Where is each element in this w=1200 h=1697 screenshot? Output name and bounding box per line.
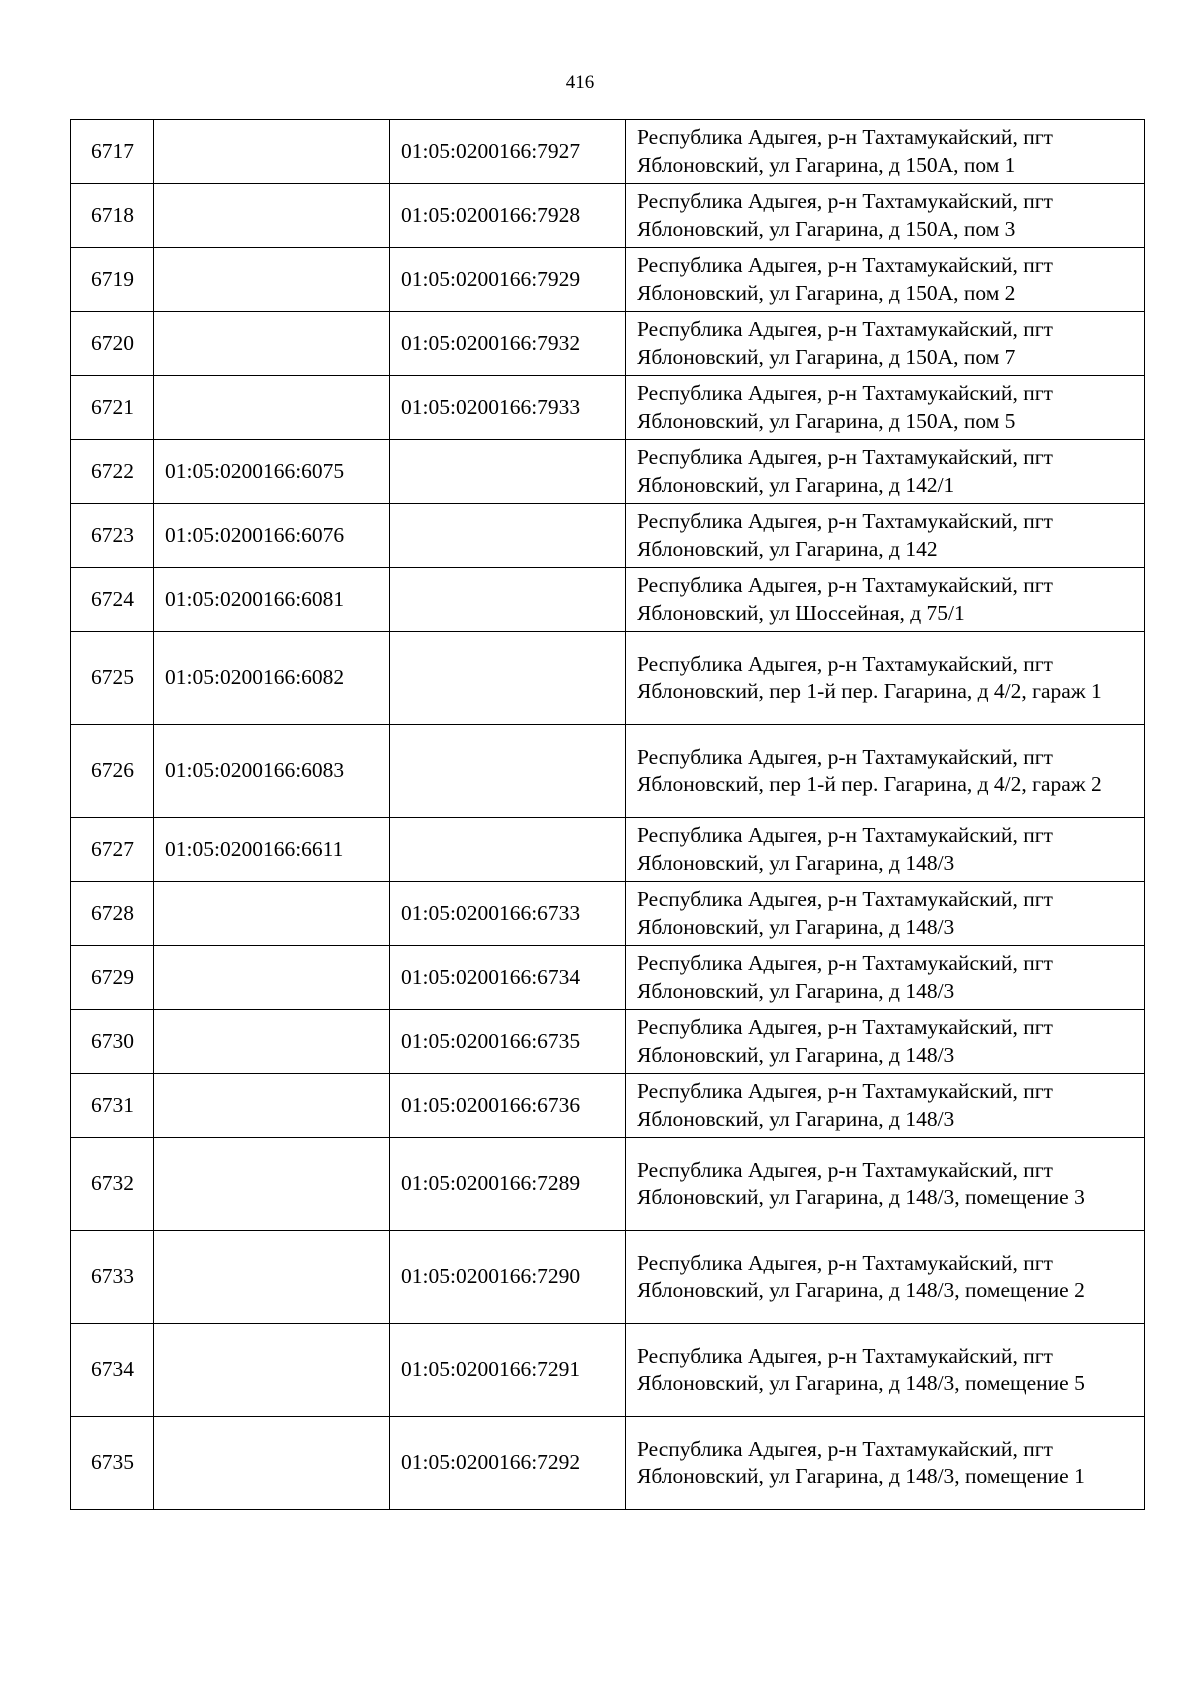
table-row bbox=[71, 184, 1145, 248]
address-cell: Республика Адыгея, р-н Тахтамукайский, пгт Яблоновский, пер 1-й пер. Гагарина, д 4/2, гараж 2 bbox=[626, 725, 1145, 818]
building-cadastral-number-cell: 01:05:0200166:7927 bbox=[390, 120, 626, 184]
cadastral-number-cell bbox=[154, 946, 390, 1010]
cadastral-number-cell: 01:05:0200166:6075 bbox=[154, 440, 390, 504]
cadastral-number-cell: 01:05:0200166:6076 bbox=[154, 504, 390, 568]
cadastral-number-cell: 01:05:0200166:6611 bbox=[154, 818, 390, 882]
table-row bbox=[71, 1324, 1145, 1417]
row-number-cell: 6732 bbox=[71, 1138, 154, 1231]
building-cadastral-number-cell bbox=[390, 818, 626, 882]
cadastral-number-cell bbox=[154, 184, 390, 248]
address-cell: Республика Адыгея, р-н Тахтамукайский, пгт Яблоновский, пер 1-й пер. Гагарина, д 4/2, гараж 1 bbox=[626, 632, 1145, 725]
building-cadastral-number-cell bbox=[390, 504, 626, 568]
cadastral-number-cell bbox=[154, 120, 390, 184]
table-row bbox=[71, 1074, 1145, 1138]
building-cadastral-number-cell: 01:05:0200166:6735 bbox=[390, 1010, 626, 1074]
table-row bbox=[71, 1417, 1145, 1510]
address-cell: Республика Адыгея, р-н Тахтамукайский, пгт Яблоновский, ул Гагарина, д 148/3 bbox=[626, 1010, 1145, 1074]
table-row bbox=[71, 568, 1145, 632]
building-cadastral-number-cell bbox=[390, 725, 626, 818]
building-cadastral-number-cell: 01:05:0200166:7932 bbox=[390, 312, 626, 376]
address-cell: Республика Адыгея, р-н Тахтамукайский, пгт Яблоновский, ул Гагарина, д 142 bbox=[626, 504, 1145, 568]
building-cadastral-number-cell: 01:05:0200166:7933 bbox=[390, 376, 626, 440]
table-row bbox=[71, 1010, 1145, 1074]
table-row bbox=[71, 312, 1145, 376]
row-number-cell: 6727 bbox=[71, 818, 154, 882]
address-cell: Республика Адыгея, р-н Тахтамукайский, пгт Яблоновский, ул Гагарина, д 142/1 bbox=[626, 440, 1145, 504]
building-cadastral-number-cell: 01:05:0200166:7928 bbox=[390, 184, 626, 248]
row-number-cell: 6726 bbox=[71, 725, 154, 818]
address-cell: Республика Адыгея, р-н Тахтамукайский, пгт Яблоновский, ул Гагарина, д 148/3, помещение 3 bbox=[626, 1138, 1145, 1231]
table-row bbox=[71, 440, 1145, 504]
cadastral-number-cell bbox=[154, 376, 390, 440]
row-number-cell: 6722 bbox=[71, 440, 154, 504]
address-cell: Республика Адыгея, р-н Тахтамукайский, пгт Яблоновский, ул Гагарина, д 150А, пом 5 bbox=[626, 376, 1145, 440]
table-row bbox=[71, 248, 1145, 312]
registry-table bbox=[70, 119, 1145, 1510]
address-cell: Республика Адыгея, р-н Тахтамукайский, пгт Яблоновский, ул Гагарина, д 150А, пом 3 bbox=[626, 184, 1145, 248]
cadastral-number-cell bbox=[154, 312, 390, 376]
building-cadastral-number-cell bbox=[390, 568, 626, 632]
cadastral-number-cell bbox=[154, 1231, 390, 1324]
table-row bbox=[71, 632, 1145, 725]
row-number-cell: 6733 bbox=[71, 1231, 154, 1324]
row-number-cell: 6719 bbox=[71, 248, 154, 312]
row-number-cell: 6725 bbox=[71, 632, 154, 725]
building-cadastral-number-cell: 01:05:0200166:7289 bbox=[390, 1138, 626, 1231]
row-number-cell: 6728 bbox=[71, 882, 154, 946]
building-cadastral-number-cell: 01:05:0200166:7292 bbox=[390, 1417, 626, 1510]
address-cell: Республика Адыгея, р-н Тахтамукайский, пгт Яблоновский, ул Гагарина, д 148/3, помещение 2 bbox=[626, 1231, 1145, 1324]
address-cell: Республика Адыгея, р-н Тахтамукайский, пгт Яблоновский, ул Гагарина, д 148/3, помещение 1 bbox=[626, 1417, 1145, 1510]
row-number-cell: 6724 bbox=[71, 568, 154, 632]
page-number: 416 bbox=[565, 72, 595, 93]
address-cell: Республика Адыгея, р-н Тахтамукайский, пгт Яблоновский, ул Гагарина, д 148/3, помещение 5 bbox=[626, 1324, 1145, 1417]
row-number-cell: 6734 bbox=[71, 1324, 154, 1417]
address-cell: Республика Адыгея, р-н Тахтамукайский, пгт Яблоновский, ул Гагарина, д 148/3 bbox=[626, 946, 1145, 1010]
building-cadastral-number-cell: 01:05:0200166:6734 bbox=[390, 946, 626, 1010]
building-cadastral-number-cell bbox=[390, 632, 626, 725]
table-row bbox=[71, 882, 1145, 946]
cadastral-number-cell: 01:05:0200166:6081 bbox=[154, 568, 390, 632]
row-number-cell: 6721 bbox=[71, 376, 154, 440]
address-cell: Республика Адыгея, р-н Тахтамукайский, пгт Яблоновский, ул Гагарина, д 150А, пом 2 bbox=[626, 248, 1145, 312]
table-row bbox=[71, 376, 1145, 440]
building-cadastral-number-cell bbox=[390, 440, 626, 504]
row-number-cell: 6735 bbox=[71, 1417, 154, 1510]
cadastral-number-cell bbox=[154, 1324, 390, 1417]
cadastral-number-cell bbox=[154, 1138, 390, 1231]
row-number-cell: 6729 bbox=[71, 946, 154, 1010]
registry-table-body bbox=[71, 120, 1145, 1510]
cadastral-number-cell bbox=[154, 1010, 390, 1074]
cadastral-number-cell: 01:05:0200166:6083 bbox=[154, 725, 390, 818]
row-number-cell: 6731 bbox=[71, 1074, 154, 1138]
row-number-cell: 6723 bbox=[71, 504, 154, 568]
cadastral-number-cell bbox=[154, 248, 390, 312]
address-cell: Республика Адыгея, р-н Тахтамукайский, пгт Яблоновский, ул Гагарина, д 148/3 bbox=[626, 1074, 1145, 1138]
building-cadastral-number-cell: 01:05:0200166:7290 bbox=[390, 1231, 626, 1324]
address-cell: Республика Адыгея, р-н Тахтамукайский, пгт Яблоновский, ул Гагарина, д 150А, пом 7 bbox=[626, 312, 1145, 376]
table-row bbox=[71, 818, 1145, 882]
table-row bbox=[71, 120, 1145, 184]
table-row bbox=[71, 946, 1145, 1010]
table-row bbox=[71, 504, 1145, 568]
row-number-cell: 6720 bbox=[71, 312, 154, 376]
address-cell: Республика Адыгея, р-н Тахтамукайский, пгт Яблоновский, ул Гагарина, д 150А, пом 1 bbox=[626, 120, 1145, 184]
building-cadastral-number-cell: 01:05:0200166:6736 bbox=[390, 1074, 626, 1138]
row-number-cell: 6718 bbox=[71, 184, 154, 248]
address-cell: Республика Адыгея, р-н Тахтамукайский, пгт Яблоновский, ул Шоссейная, д 75/1 bbox=[626, 568, 1145, 632]
row-number-cell: 6717 bbox=[71, 120, 154, 184]
address-cell: Республика Адыгея, р-н Тахтамукайский, пгт Яблоновский, ул Гагарина, д 148/3 bbox=[626, 818, 1145, 882]
address-cell: Республика Адыгея, р-н Тахтамукайский, пгт Яблоновский, ул Гагарина, д 148/3 bbox=[626, 882, 1145, 946]
cadastral-number-cell bbox=[154, 1074, 390, 1138]
table-row bbox=[71, 725, 1145, 818]
building-cadastral-number-cell: 01:05:0200166:7929 bbox=[390, 248, 626, 312]
cadastral-number-cell bbox=[154, 882, 390, 946]
building-cadastral-number-cell: 01:05:0200166:7291 bbox=[390, 1324, 626, 1417]
table-row bbox=[71, 1138, 1145, 1231]
building-cadastral-number-cell: 01:05:0200166:6733 bbox=[390, 882, 626, 946]
table-row bbox=[71, 1231, 1145, 1324]
row-number-cell: 6730 bbox=[71, 1010, 154, 1074]
cadastral-number-cell: 01:05:0200166:6082 bbox=[154, 632, 390, 725]
cadastral-number-cell bbox=[154, 1417, 390, 1510]
